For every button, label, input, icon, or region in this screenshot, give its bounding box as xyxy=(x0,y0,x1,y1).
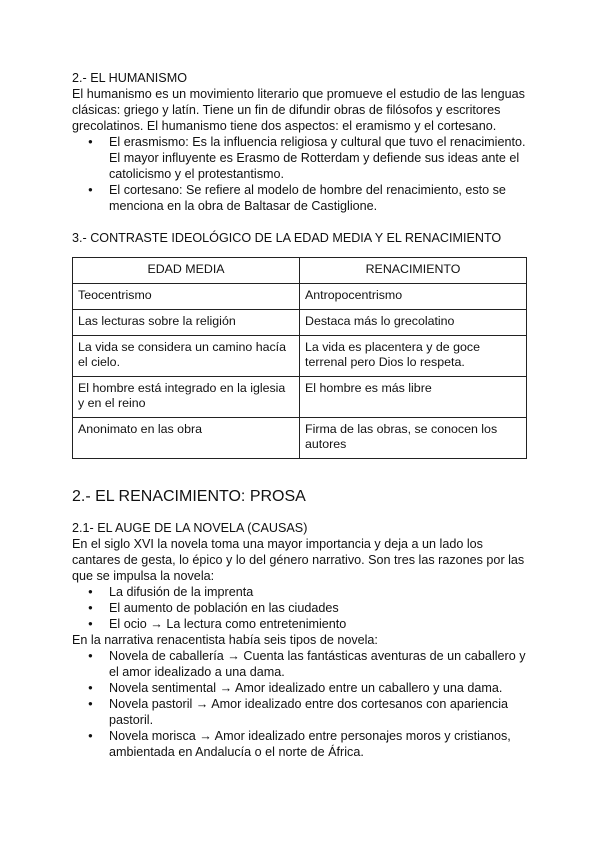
table-row xyxy=(73,418,527,459)
table-cell: Destaca más lo grecolatino xyxy=(300,310,527,336)
humanismo-aspects-list xyxy=(72,134,528,214)
section-heading-prosa: 2.- EL RENACIMIENTO: PROSA xyxy=(72,488,306,505)
table-cell: Anonimato en las obra xyxy=(73,418,300,459)
table-cell: Antropocentrismo xyxy=(300,284,527,310)
table-row xyxy=(73,336,527,377)
table-cell: El hombre es más libre xyxy=(300,377,527,418)
contrast-table xyxy=(72,257,527,459)
table-cell: Las lecturas sobre la religión xyxy=(73,310,300,336)
table-row xyxy=(73,310,527,336)
table-cell: La vida se considera un camino hacía el cielo. xyxy=(73,336,300,377)
table-cell: Teocentrismo xyxy=(73,284,300,310)
auge-novela-paragraph: En el siglo XVI la novela toma una mayor importancia y deja a un lado los cantares de gesta, lo épico y lo del género narrativo. Son tres las razones por las que se impulsa la novela: xyxy=(72,537,525,583)
list-item: ● Novela pastoril → Amor idealizado entre dos cortesanos con apariencia pastoril. xyxy=(72,696,528,728)
section-heading-humanismo: 2.- EL HUMANISMO xyxy=(72,71,187,85)
causes-list xyxy=(72,584,528,632)
list-item: ● El erasmismo: Es la influencia religiosa y cultural que tuvo el renacimiento. El mayor influyente es Erasmo de Rotterdam y defiende sus ideas ante el catolicismo y el protestantismo. xyxy=(72,134,528,182)
novel-types-list xyxy=(72,648,528,760)
subsection-heading-auge-novela: 2.1- EL AUGE DE LA NOVELA (CAUSAS) xyxy=(72,521,308,535)
list-item: ● La difusión de la imprenta xyxy=(72,584,528,600)
table-row xyxy=(73,284,527,310)
list-item: ● Novela sentimental → Amor idealizado entre un caballero y una dama. xyxy=(72,680,528,696)
novel-types-intro: En la narrativa renacentista había seis tipos de novela: xyxy=(72,633,378,647)
list-item: ● El ocio → La lectura como entretenimiento xyxy=(72,616,528,632)
section-heading-contraste: 3.- CONTRASTE IDEOLÓGICO DE LA EDAD MEDIA Y EL RENACIMIENTO xyxy=(72,231,502,245)
column-header-renacimiento: RENACIMIENTO xyxy=(300,258,527,284)
list-item: ● Novela morisca → Amor idealizado entre personajes moros y cristianos, ambientada en Andalucía o el norte de África. xyxy=(72,728,528,760)
list-item: ● El cortesano: Se refiere al modelo de hombre del renacimiento, esto se menciona en la obra de Baltasar de Castiglione. xyxy=(72,182,528,214)
document-page xyxy=(72,70,528,760)
table-cell: El hombre está integrado en la iglesia y en el reino xyxy=(73,377,300,418)
humanismo-paragraph: El humanismo es un movimiento literario que promueve el estudio de las lenguas clásicas: griego y latín. Tiene un fin de difundir obras de filósofos y escritores grecolatinos. El humanismo tiene dos aspectos: el eramismo y el cortesano. xyxy=(72,87,525,133)
table-row xyxy=(73,377,527,418)
table-cell: La vida es placentera y de goce terrenal pero Dios lo respeta. xyxy=(300,336,527,377)
list-item: ● Novela de caballería → Cuenta las fantásticas aventuras de un caballero y el amor idealizado a una dama. xyxy=(72,648,528,680)
table-cell: Firma de las obras, se conocen los autores xyxy=(300,418,527,459)
table-header-row xyxy=(73,258,527,284)
list-item: ● El aumento de población en las ciudades xyxy=(72,600,528,616)
column-header-edad-media: EDAD MEDIA xyxy=(73,258,300,284)
